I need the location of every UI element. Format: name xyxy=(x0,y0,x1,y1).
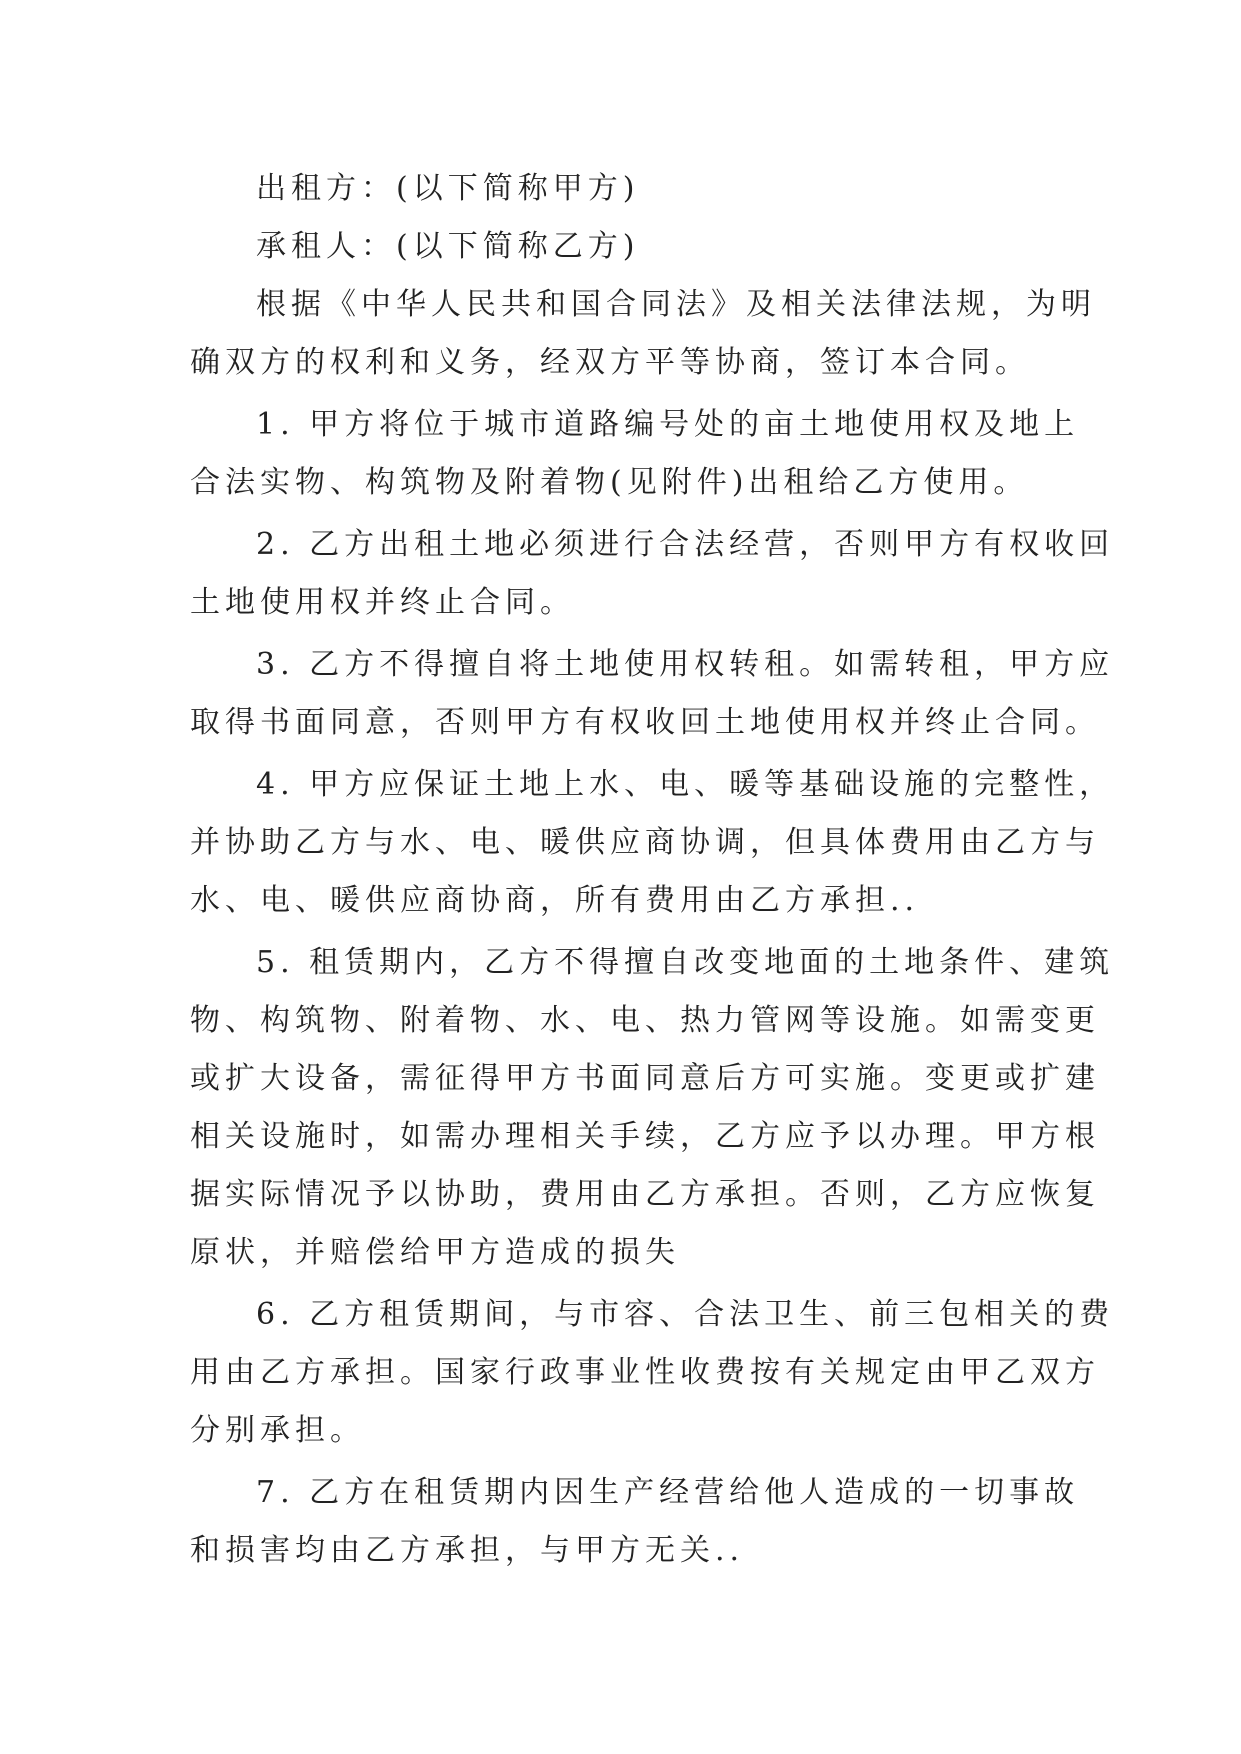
text-line: 取得书面同意，否则甲方有权收回土地使用权并终止合同。 xyxy=(190,705,1100,740)
text-line: 分别承担。 xyxy=(190,1413,365,1448)
clause-4-paragraph xyxy=(190,756,1115,930)
text-line: 出租方：(以下简称甲方) xyxy=(256,171,640,206)
lessee-line xyxy=(190,218,1050,276)
clause-2-paragraph xyxy=(190,516,1115,632)
clause-1-paragraph xyxy=(190,396,1080,512)
text-line: 用由乙方承担。国家行政事业性收费按有关规定由甲乙双方 xyxy=(190,1355,1100,1390)
text-line: 据实际情况予以协助，费用由乙方承担。否则，乙方应恢复 xyxy=(190,1177,1100,1212)
text-line: 5. 租赁期内，乙方不得擅自改变地面的土地条件、建筑 xyxy=(256,945,1115,980)
text-line: 水、电、暖供应商协商，所有费用由乙方承担.. xyxy=(190,883,920,918)
text-line: 6. 乙方租赁期间，与市容、合法卫生、前三包相关的费 xyxy=(256,1297,1115,1332)
text-line: 根据《中华人民共和国合同法》及相关法律法规，为明 xyxy=(256,287,1096,322)
text-line: 合法实物、构筑物及附着物(见附件)出租给乙方使用。 xyxy=(190,465,1029,500)
text-line: 和损害均由乙方承担，与甲方无关.. xyxy=(190,1533,745,1568)
contract-body xyxy=(190,160,1115,1580)
text-line: 4. 甲方应保证土地上水、电、暖等基础设施的完整性， xyxy=(256,767,1115,802)
clause-5-paragraph xyxy=(190,934,1115,1282)
clause-6-paragraph xyxy=(190,1286,1115,1460)
text-line: 相关设施时，如需办理相关手续，乙方应予以办理。甲方根 xyxy=(190,1119,1100,1154)
text-line: 7. 乙方在租赁期内因生产经营给他人造成的一切事故 xyxy=(256,1475,1080,1510)
text-line: 物、构筑物、附着物、水、电、热力管网等设施。如需变更 xyxy=(190,1003,1100,1038)
text-line: 土地使用权并终止合同。 xyxy=(190,585,575,620)
preamble-paragraph xyxy=(190,276,1096,392)
text-line: 承租人：(以下简称乙方) xyxy=(256,229,640,264)
text-line: 1. 甲方将位于城市道路编号处的亩土地使用权及地上 xyxy=(256,407,1080,442)
text-line: 并协助乙方与水、电、暖供应商协调，但具体费用由乙方与 xyxy=(190,825,1100,860)
text-line: 2. 乙方出租土地必须进行合法经营，否则甲方有权收回 xyxy=(256,527,1115,562)
clause-3-paragraph xyxy=(190,636,1115,752)
text-line: 3. 乙方不得擅自将土地使用权转租。如需转租，甲方应 xyxy=(256,647,1115,682)
text-line: 确双方的权利和义务，经双方平等协商，签订本合同。 xyxy=(190,345,1030,380)
lessor-line xyxy=(190,160,1050,218)
clause-7-paragraph xyxy=(190,1464,1080,1580)
text-line: 或扩大设备，需征得甲方书面同意后方可实施。变更或扩建 xyxy=(190,1061,1100,1096)
text-line: 原状，并赔偿给甲方造成的损失 xyxy=(190,1235,680,1270)
